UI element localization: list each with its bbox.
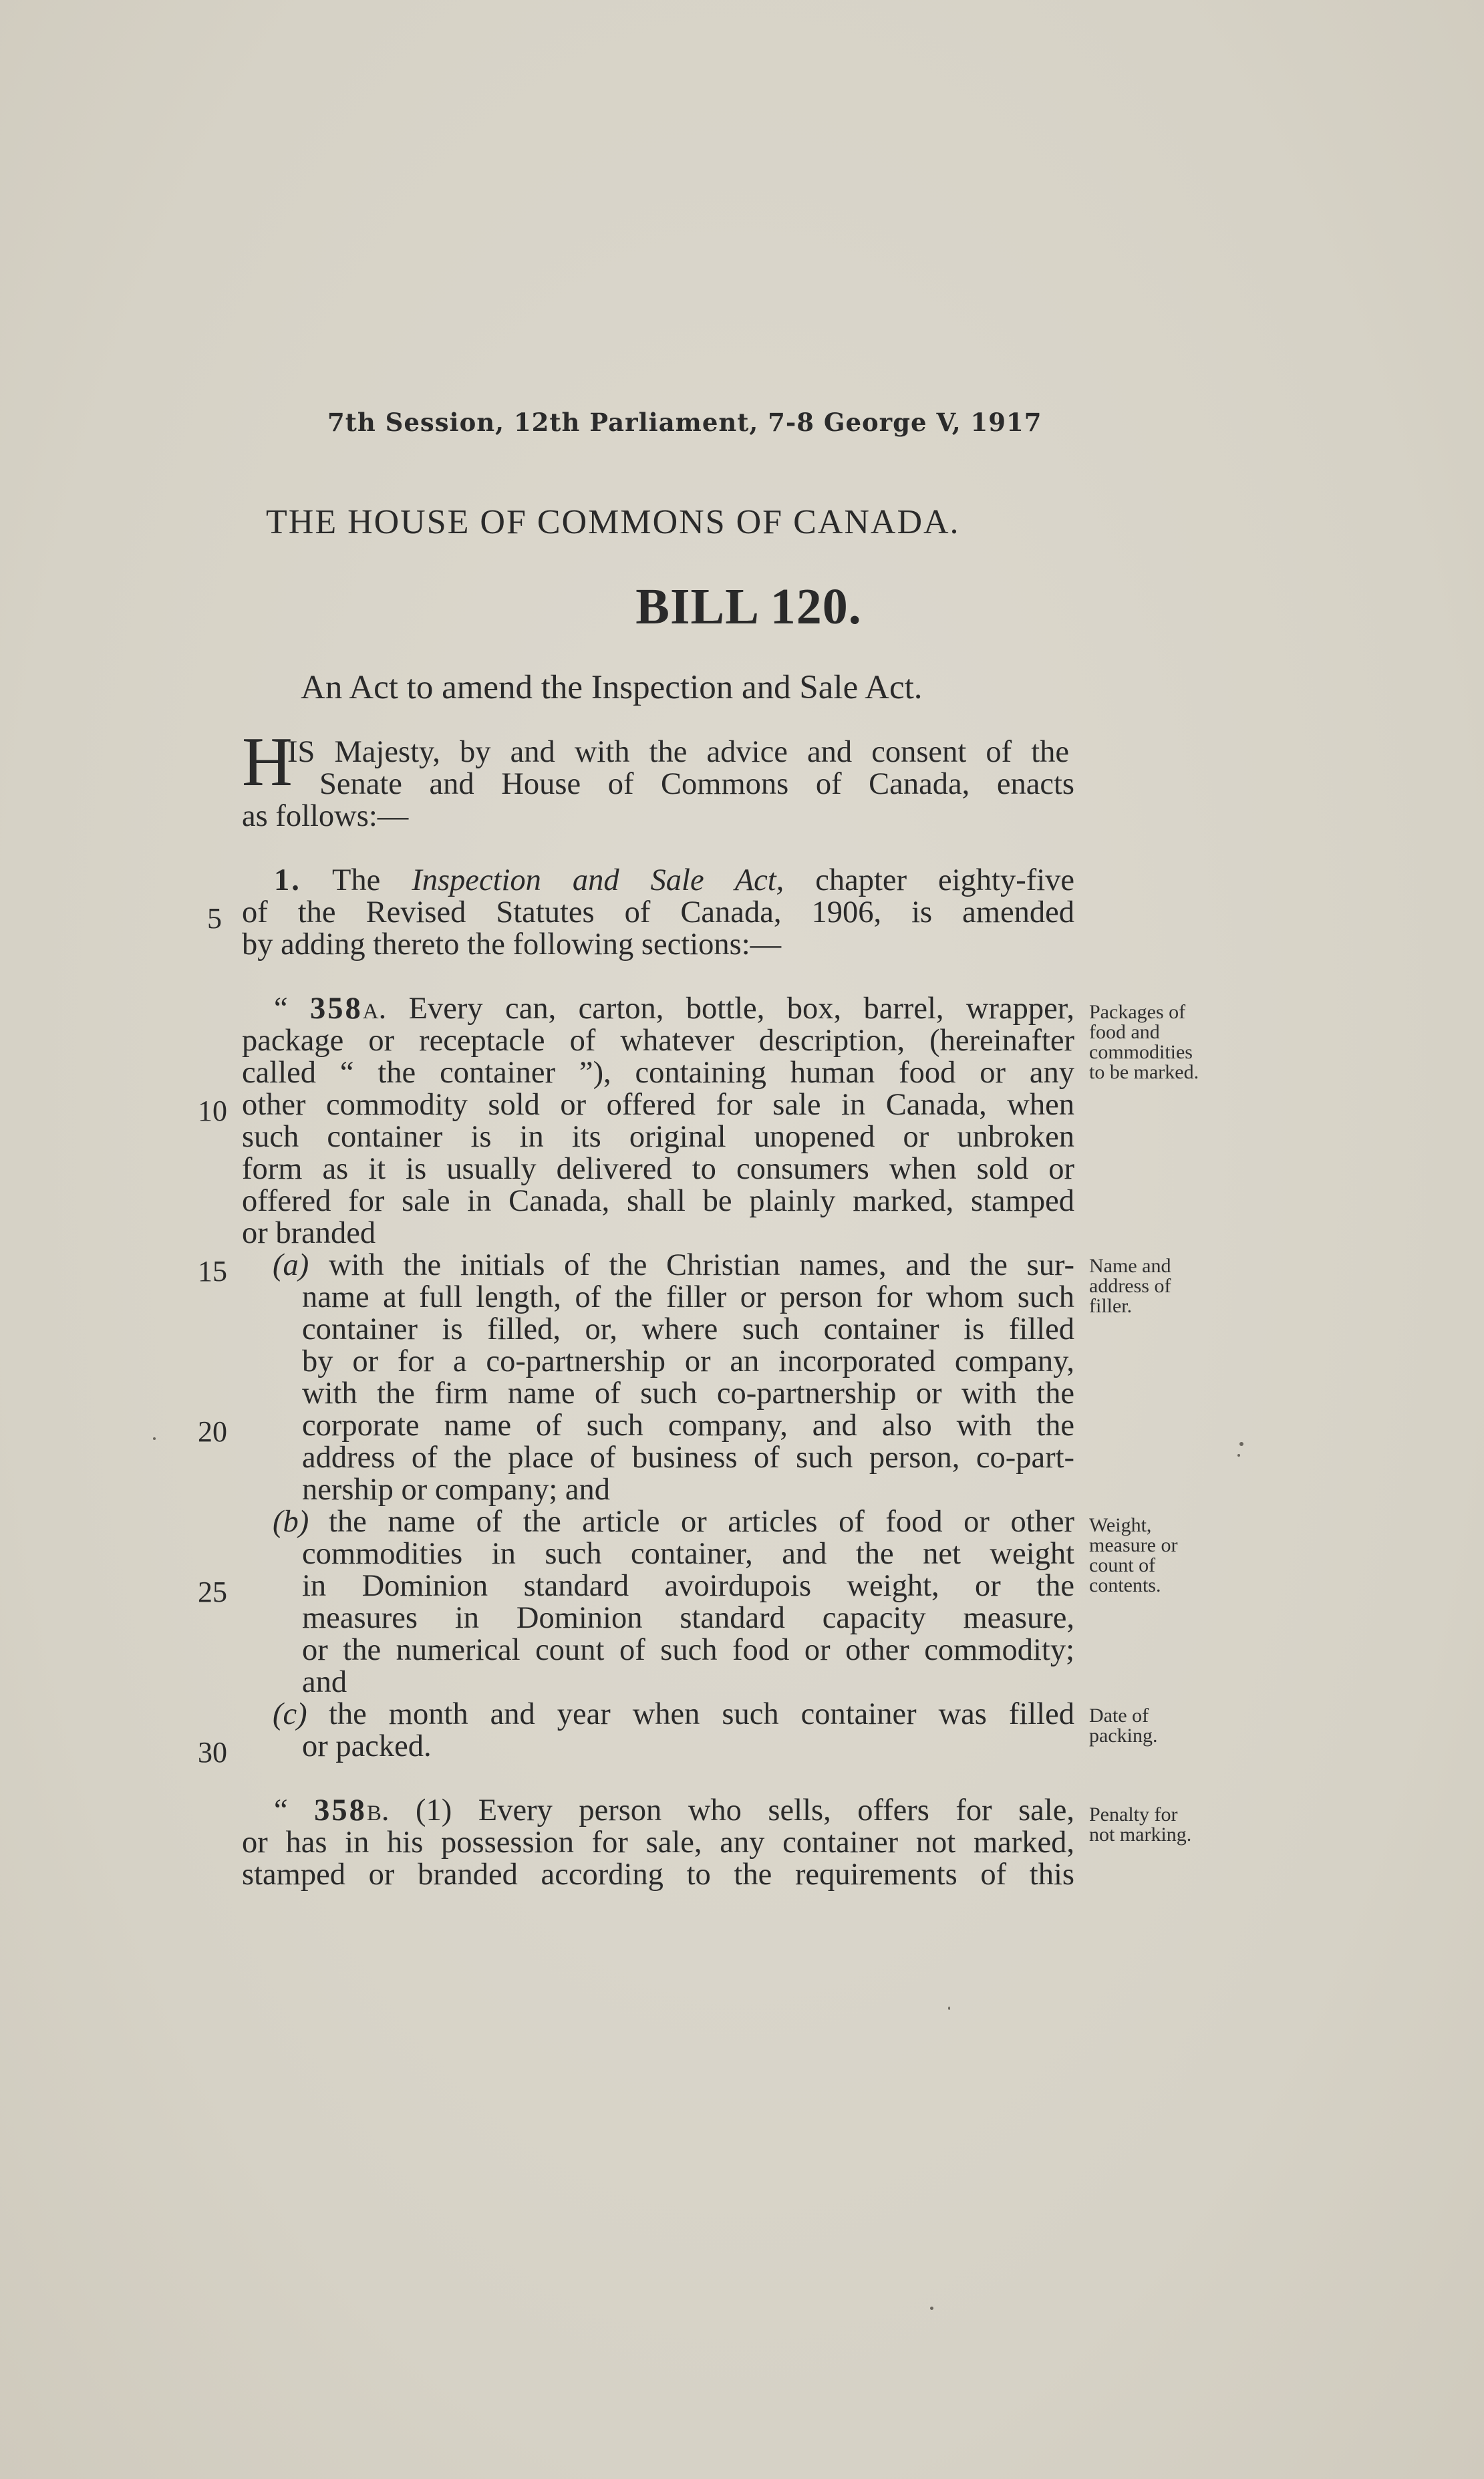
para-c-line-2: or packed. [302, 1729, 432, 1763]
line-number-10: 10 [198, 1095, 227, 1127]
para-c-line-1: the month and year when such container was filled [329, 1697, 1074, 1731]
para-a-line-5: with the firm name of such co-partnership or with the [302, 1376, 1074, 1411]
s358a-line-7: offered for sale in Canada, shall be plainly marked, stamped [242, 1184, 1074, 1218]
para-b-line-2: commodities in such container, and the net weight [302, 1537, 1074, 1571]
line-number-20: 20 [198, 1415, 227, 1448]
para-a-line-2: name at full length, of the filler or person for whom such [302, 1280, 1074, 1314]
bill-number: BILL 120. [635, 579, 862, 635]
line-number-25: 25 [198, 1576, 227, 1608]
drop-cap: H [242, 722, 293, 800]
preamble-line-2: Senate and House of Commons of Canada, enacts [319, 767, 1074, 801]
session-line: 7th Session, 12th Parliament, 7-8 George V, 1917 [327, 408, 1042, 437]
document-page: 7th Session, 12th Parliament, 7-8 George V, 1917 THE HOUSE OF COMMONS OF CANADA. BILL 120. An Act to amend the Inspection and Sale Act. H IS Majesty, by and with the advice and consent of the Senate and House of Commons of Canada, enacts as follows:— 1. The Inspection and Sale Act, chapter eighty-five of the Revised Statutes of Canada, 1906, is amended by adding thereto the following sections:— “ 358a. Every can, carton, bottle, box, barrel, wrapper, package or receptacle of whatever description, (hereinafter called “ the container ”), containing human food or any other commodity sold or offered for sale in Canada, when such container is in its original unopened or unbroken form as it is usually delivered to consumers when sold or offered for sale in Canada, shall be plainly marked, stamped or branded (a) with the initials of the Christian names, and the sur- name at full length, of the filler or person for whom such container is filled, or, where such container is filled by or for a co-partnership or an incorporated company, with the firm name of such co-partnership or with the corporate name of such company, and also with the address of the place of business of such person, co-part- nership or company; and (b) the name of the article or articles of food or other commodities in such container, and the net weight in Dominion standard avoirdupois weight, or the measures in Dominion standard capacity measure, or the numerical count of such food or other commodity; and (c) the month and year when such container was filled or packed. “ 358b. (1) Every person who sells, offers for sale, or has in his possession for sale, any container not marked, stamped or branded according to the requirements of this 5 10 15 20 25 30 Packages of food and commodities to be marked. Name and address of filler. Weight, measure or count of contents. Date of packing. Penalty for not marking. [0, 0, 1484, 2479]
para-b-line-3: in Dominion standard avoirdupois weight, or the [302, 1569, 1074, 1603]
paper-speck [153, 1437, 156, 1440]
line-number-5: 5 [207, 902, 222, 935]
s358a-line-8: or branded [242, 1216, 376, 1250]
line-number-15: 15 [198, 1255, 227, 1288]
paper-speck [1239, 1442, 1243, 1446]
s358a-line-3: called “ the container ”), containing human food or any [242, 1056, 1074, 1090]
para-b-line-1: the name of the article or articles of food or other [329, 1505, 1074, 1539]
para-a-line-7: address of the place of business of such person, co-part- [302, 1441, 1074, 1475]
para-a-line-1: with the initials of the Christian names, and the sur- [329, 1248, 1074, 1282]
para-a-line-6: corporate name of such company, and also with the [302, 1409, 1074, 1443]
para-a-line-4: by or for a co-partnership or an incorporated company, [302, 1344, 1074, 1378]
clause-1-line-2: of the Revised Statutes of Canada, 1906, is amended [242, 895, 1074, 929]
para-a-label: (a) [273, 1248, 309, 1282]
clause-1-line-3: by adding thereto the following sections:— [242, 927, 782, 962]
para-a-line-8: nership or company; and [302, 1473, 611, 1507]
s358a-line-6: form as it is usually delivered to consumers when sold or [242, 1152, 1074, 1186]
act-title: An Act to amend the Inspection and Sale Act. [301, 669, 923, 706]
s358a-line-5: such container is in its original unopened or unbroken [242, 1120, 1074, 1154]
preamble-line-3: as follows:— [242, 799, 409, 833]
s358b-line-2: or has in his possession for sale, any container not marked, [242, 1826, 1074, 1860]
para-b-label: (b) [273, 1505, 309, 1539]
para-a-line-3: container is filled, or, where such container is filled [302, 1312, 1074, 1346]
line-number-30: 30 [198, 1736, 227, 1769]
para-b-line-6: and [302, 1665, 347, 1699]
para-b-line-5: or the numerical count of such food or other commodity; [302, 1633, 1074, 1667]
s358b-line-3: stamped or branded according to the requirements of this [242, 1858, 1074, 1892]
paper-speck [948, 2007, 950, 2010]
s358a-line-1: “ 358a. Every can, carton, bottle, box, barrel, wrapper, [274, 992, 1074, 1026]
paper-speck [1237, 1454, 1240, 1457]
s358b-line-1: “ 358b. (1) Every person who sells, offers for sale, [274, 1793, 1074, 1828]
paper-speck [930, 2307, 933, 2310]
clause-1-line-1: 1. The Inspection and Sale Act, chapter eighty-five [274, 863, 1074, 897]
s358a-line-2: package or receptacle of whatever description, (hereinafter [242, 1024, 1074, 1058]
s358a-line-4: other commodity sold or offered for sale in Canada, when [242, 1088, 1074, 1122]
para-c-label: (c) [273, 1697, 307, 1731]
para-b-line-4: measures in Dominion standard capacity measure, [302, 1601, 1074, 1635]
house-title: THE HOUSE OF COMMONS OF CANADA. [266, 503, 960, 541]
preamble-line-1: IS Majesty, by and with the advice and consent of the [287, 735, 1069, 769]
